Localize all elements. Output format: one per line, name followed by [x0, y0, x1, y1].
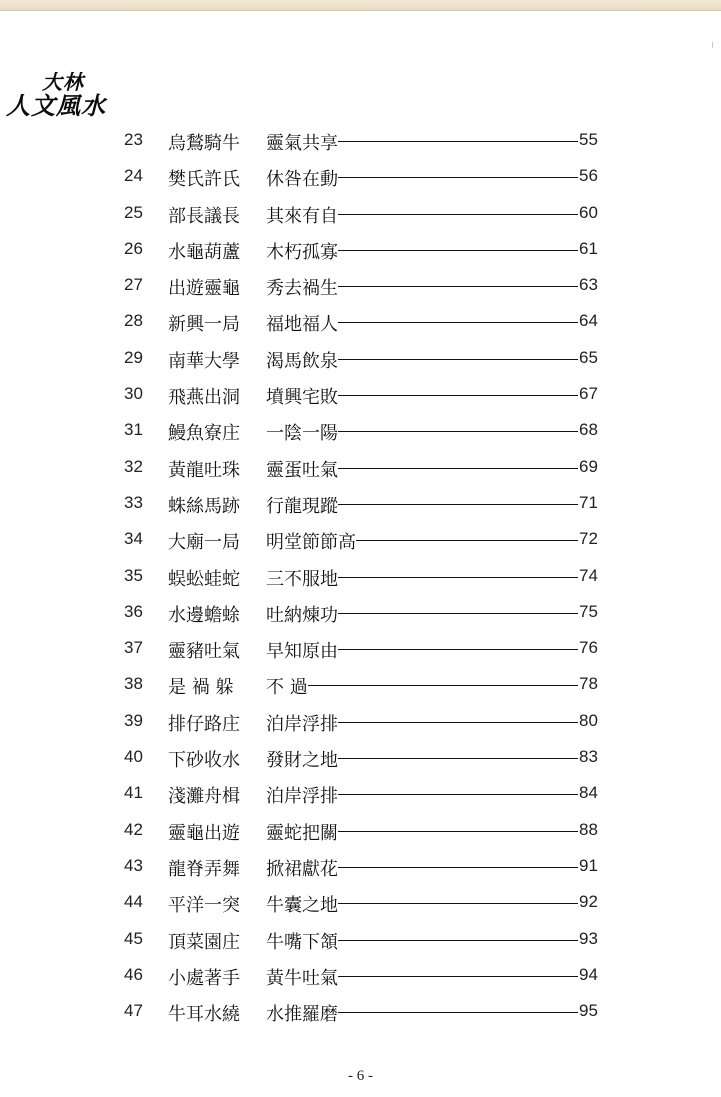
toc-entry-title-part-2: 牛囊之地: [266, 891, 338, 917]
toc-entry-page: 78: [579, 674, 598, 694]
toc-entry-title-part-1: 烏鶖騎牛: [168, 133, 240, 154]
toc-entry: [0, 523, 721, 559]
toc-entry-title-part-2: 發財之地: [266, 746, 338, 772]
toc-entry-title-part-1: 水邊蟾蜍: [168, 604, 240, 626]
toc-entry: [0, 233, 721, 269]
toc-entry-page: 92: [579, 892, 598, 912]
toc-entry: [0, 414, 721, 450]
toc-entry-title-part-1: 飛燕出洞: [168, 387, 240, 409]
toc-entry-title-part-1: 牛耳水繞: [168, 1004, 240, 1026]
toc-entry-page: 56: [579, 166, 598, 186]
top-border-band: [0, 0, 721, 11]
toc-entry: [0, 596, 721, 632]
toc-entry: [0, 850, 721, 886]
toc-entry-title-part-2: 泊岸浮排: [266, 710, 338, 736]
toc-entry-title-part-1: 部長議長: [168, 205, 240, 227]
toc-entry-number: 26: [124, 238, 143, 258]
toc-entry-page: 67: [579, 384, 598, 404]
toc-entry: [0, 886, 721, 922]
toc-entry-number: 42: [124, 819, 143, 839]
toc-entry-page: 75: [579, 601, 598, 621]
toc-entry-title-part-2: 吐納煉功: [266, 601, 338, 627]
toc-entry-page: 91: [579, 855, 598, 875]
toc-entry-number: 32: [124, 456, 143, 476]
toc-entry-title-part-1: 排仔路庄: [168, 713, 240, 735]
toc-entry-title-part-2: 黃牛吐氣: [266, 964, 338, 990]
toc-entry-title-part-1: 出遊靈龜: [168, 278, 240, 300]
toc-entry-title-part-1: 是 禍 躲: [168, 677, 234, 699]
toc-entry-title-part-1: 蜈蚣蛙蛇: [168, 568, 240, 590]
toc-entry-number: 38: [124, 674, 143, 694]
toc-entry-page: 72: [579, 529, 598, 549]
toc-entry-title-part-1: 樊氏許氏: [168, 169, 240, 191]
toc-entry-title-part-1: 淺灘舟楫: [168, 786, 240, 808]
toc-entry-title-part-2: 福地福人: [266, 310, 338, 336]
toc-entry-title-part-2: 靈蛇把關: [266, 819, 338, 845]
toc-entry-title-part-1: 南華大學: [168, 350, 240, 372]
toc-entry-title-part-2: 不 過: [266, 673, 308, 699]
toc-entry-number: 45: [124, 928, 143, 948]
toc-entry-page: 76: [579, 638, 598, 658]
brand-logo: [6, 66, 166, 120]
toc-entry: [0, 197, 721, 233]
toc-entry: [0, 923, 721, 959]
toc-entry-page: 93: [579, 928, 598, 948]
toc-entry-page: 71: [579, 492, 598, 512]
toc-entry-page: 95: [579, 1001, 598, 1021]
toc-entry: [0, 814, 721, 850]
toc-entry: [0, 777, 721, 813]
toc-entry-title-part-2: 掀裙獻花: [266, 855, 338, 881]
toc-entry-number: 33: [124, 492, 143, 512]
toc-entry-number: 28: [124, 311, 143, 331]
toc-entry-title-part-1: 靈龜出遊: [168, 822, 240, 844]
toc-entry: [0, 342, 721, 378]
toc-entry: [0, 741, 721, 777]
toc-entry-page: 80: [579, 710, 598, 730]
toc-entry-page: 88: [579, 819, 598, 839]
toc-entry-page: 63: [579, 275, 598, 295]
brand-line-1: 大林: [42, 70, 84, 94]
toc-entry-title-part-2: 一陰一陽: [266, 419, 338, 445]
toc-entry: [0, 269, 721, 305]
toc-entry-page: 61: [579, 238, 598, 258]
toc-entry-page: 74: [579, 565, 598, 585]
toc-entry-number: 37: [124, 638, 143, 658]
toc-entry-title-part-2: 明堂節節高: [266, 528, 356, 554]
toc-entry: [0, 668, 721, 704]
toc-entry-title-part-2: 木朽孤寡: [266, 238, 338, 264]
toc-entry: [0, 124, 721, 160]
toc-entry-number: 43: [124, 855, 143, 875]
toc-entry-title-part-2: 泊岸浮排: [266, 782, 338, 808]
toc-entry-number: 36: [124, 601, 143, 621]
toc-entry-page: 55: [579, 130, 598, 149]
toc-entry-page: 69: [579, 456, 598, 476]
page-number: - 6 -: [348, 1068, 373, 1084]
toc-entry-number: 25: [124, 202, 143, 222]
toc-entry-title-part-1: 鰻魚寮庄: [168, 423, 240, 445]
toc-entry-page: 83: [579, 747, 598, 767]
toc-entry-title-part-1: 龍脊弄舞: [168, 858, 240, 880]
toc-entry-title-part-2: 秀去禍生: [266, 274, 338, 300]
toc-entry-number: 34: [124, 529, 143, 549]
toc-entry-title-part-1: 平洋一突: [168, 895, 240, 917]
toc-entry-title-part-2: 靈蛋吐氣: [266, 456, 338, 482]
toc-entry-page: 68: [579, 420, 598, 440]
table-of-contents: [0, 124, 721, 1031]
toc-entry-number: 41: [124, 783, 143, 803]
toc-entry-title-part-1: 下砂收水: [168, 750, 240, 772]
toc-entry: [0, 995, 721, 1031]
toc-entry-number: 40: [124, 747, 143, 767]
toc-entry-number: 24: [124, 166, 143, 186]
toc-entry-page: 64: [579, 311, 598, 331]
toc-entry-title-part-1: 水龜葫蘆: [168, 241, 240, 263]
toc-entry-number: 46: [124, 964, 143, 984]
toc-entry-title-part-2: 水推羅磨: [266, 1000, 338, 1026]
toc-entry-title-part-1: 小處著手: [168, 967, 240, 989]
edge-mark: [712, 42, 713, 48]
toc-entry: [0, 959, 721, 995]
toc-entry-number: 47: [124, 1001, 143, 1021]
toc-leader-line: [268, 685, 578, 686]
toc-entry-title-part-2: 休咎在動: [266, 165, 338, 191]
toc-entry-title-part-2: 靈氣共享: [266, 129, 338, 155]
toc-entry-title-part-2: 渴馬飲泉: [266, 347, 338, 373]
toc-entry-page: 60: [579, 202, 598, 222]
toc-entry: [0, 487, 721, 523]
toc-entry-title-part-2: 其來有自: [266, 202, 338, 228]
toc-entry: [0, 632, 721, 668]
toc-entry: [0, 705, 721, 741]
toc-entry-title-part-2: 行龍現蹤: [266, 492, 338, 518]
toc-entry-page: 94: [579, 964, 598, 984]
toc-entry-title-part-1: 大廟一局: [168, 532, 240, 554]
toc-entry-title-part-1: 頂菜園庄: [168, 931, 240, 953]
toc-entry-page: 65: [579, 347, 598, 367]
toc-entry-number: 27: [124, 275, 143, 295]
toc-entry-number: 31: [124, 420, 143, 440]
toc-entry-number: 39: [124, 710, 143, 730]
toc-entry-number: 35: [124, 565, 143, 585]
toc-entry-number: 23: [124, 130, 143, 149]
toc-entry-number: 30: [124, 384, 143, 404]
toc-entry-number: 29: [124, 347, 143, 367]
toc-entry-title-part-1: 新興一局: [168, 314, 240, 336]
toc-entry-title-part-2: 牛嘴下頷: [266, 928, 338, 954]
toc-entry: [0, 160, 721, 196]
toc-entry-title-part-2: 三不服地: [266, 565, 338, 591]
toc-entry: [0, 560, 721, 596]
toc-entry-title-part-1: 黃龍吐珠: [168, 459, 240, 481]
toc-entry: [0, 378, 721, 414]
toc-entry-title-part-2: 早知原由: [266, 637, 338, 663]
toc-entry: [0, 305, 721, 341]
toc-entry-title-part-2: 墳興宅敗: [266, 383, 338, 409]
toc-entry-page: 84: [579, 783, 598, 803]
brand-line-2: 人文風水: [6, 91, 106, 120]
toc-entry-number: 44: [124, 892, 143, 912]
toc-entry-title-part-1: 靈豬吐氣: [168, 641, 240, 663]
toc-entry: [0, 451, 721, 487]
toc-entry-title-part-1: 蛛絲馬跡: [168, 495, 240, 517]
